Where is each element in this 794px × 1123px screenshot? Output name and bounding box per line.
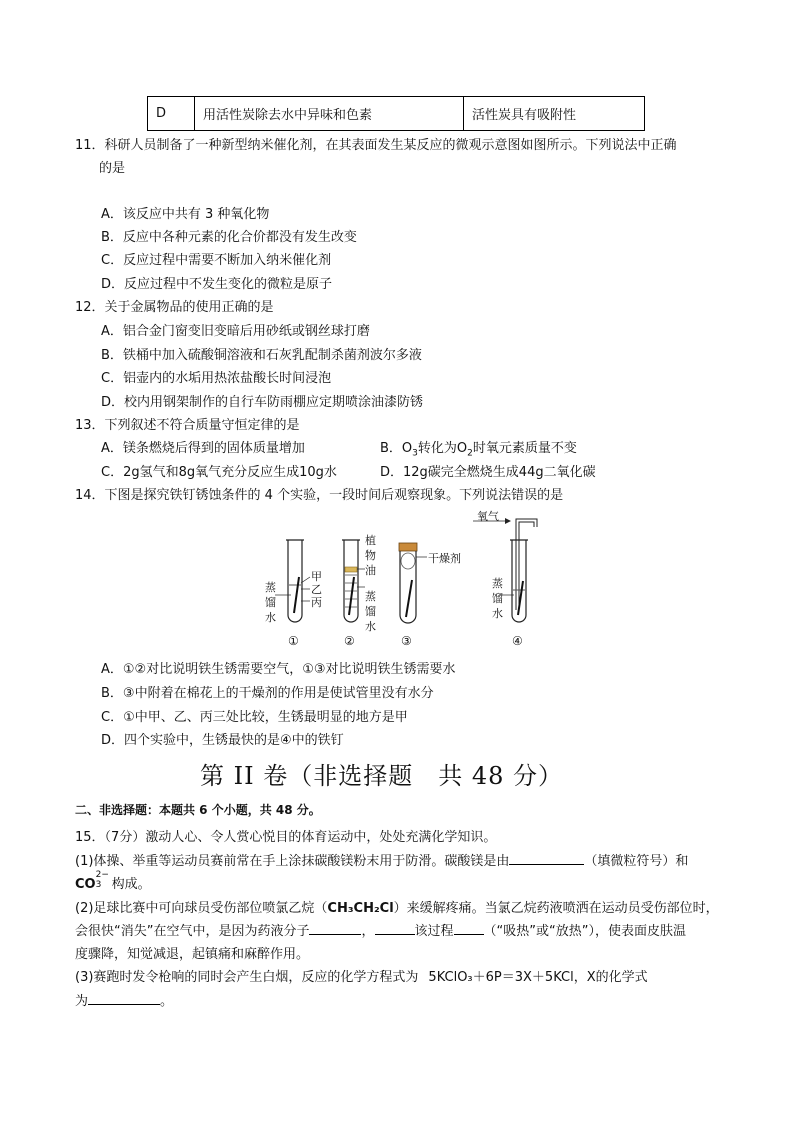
distilled-water-1-char-2: 馏 — [265, 596, 276, 609]
table-row — [148, 97, 645, 131]
q14-option-a: A．①②对比说明铁生锈需要空气，①③对比说明铁生锈需要水 — [101, 662, 456, 677]
q15-p2-l2-d: （“吸热”或“放热”），使表面皮肤温 — [483, 924, 686, 939]
table-cell-letter: D — [148, 97, 195, 131]
q15-p1-ion-sub: 3 — [95, 880, 102, 890]
table-cell-method: 用活性炭除去水中异味和色素 — [195, 97, 464, 131]
tube-number-2: ② — [344, 634, 355, 648]
q11-option-a: A．该反应中共有 3 种氧化物 — [101, 207, 270, 222]
q14-stem: 14．下图是探究铁钉锈蚀条件的 4 个实验，一段时间后观察现象。下列说法错误的是 — [75, 488, 564, 503]
tube-number-1: ① — [288, 634, 299, 648]
q13-option-d: D．12g碳完全燃烧生成44g二氧化碳 — [380, 465, 596, 480]
q15-p2-l2-c: 该过程 — [414, 924, 454, 939]
q12-stem: 12．关于金属物品的使用正确的是 — [75, 300, 274, 315]
plant-oil-char-3: 油 — [365, 564, 376, 577]
q12-option-b: B．铁桶中加入硫酸铜溶液和石灰乳配制杀菌剂波尔多液 — [101, 348, 422, 363]
q14-option-d: D．四个实验中，生锈最快的是④中的铁钉 — [101, 733, 344, 748]
q15-stem: 15．（7分）激动人心、令人赏心悦目的体育运动中，处处充满化学知识。 — [75, 830, 497, 845]
q15-p2-l2-a: 会很快“消失”在空气中，是因为药液分子 — [75, 924, 310, 939]
q13-b-sub1: 3 — [412, 448, 418, 459]
q15-p3-line2-text: 为 — [75, 994, 89, 1009]
q15-p2-l2-b: ， — [361, 924, 375, 939]
oxygen-label: 氧气 — [477, 510, 499, 523]
q15-blank-4[interactable] — [454, 922, 484, 935]
label-bing: 丙 — [311, 596, 322, 609]
q13-b-mid: 转化为O — [417, 441, 468, 456]
q15-p1-ion: CO — [75, 877, 96, 892]
distilled-water-1-char-1: 蒸 — [265, 581, 276, 594]
q13-b-pre: B．O — [380, 441, 413, 456]
distilled-water-4-char-1: 蒸 — [492, 577, 503, 590]
tube-number-3: ③ — [401, 634, 412, 648]
label-yi: 乙 — [311, 583, 322, 596]
tube-number-4: ④ — [512, 634, 523, 648]
test-tube-3 — [399, 543, 427, 623]
q15-p3-text-a: (3)赛跑时发令枪响的同时会产生白烟，反应的化学方程式为 — [75, 970, 419, 985]
q15-p2-formula: CH₃CH₂Cl — [327, 901, 394, 916]
distilled-water-1-char-3: 水 — [265, 611, 276, 624]
distilled-water-4-char-3: 水 — [492, 607, 503, 620]
q11-option-b: B．反应中各种元素的化合价都没有发生改变 — [101, 230, 357, 245]
q14-option-c: C．①中甲、乙、丙三处比较，生锈最明显的地方是甲 — [101, 710, 408, 725]
q15-part2-line3: 度骤降，知觉减退，起镇痛和麻醉作用。 — [75, 947, 310, 962]
plant-oil-char-2: 物 — [365, 549, 376, 562]
q11-stem-line2: 的是 — [99, 161, 126, 176]
q15-p1-text-a: (1)体操、举重等运动员赛前常在手上涂抹碳酸镁粉末用于防滑。碳酸镁是由 — [75, 854, 510, 869]
q15-p2-text-b: ）来缓解疼痛。当氯乙烷药液喷洒在运动员受伤部位时， — [393, 901, 719, 916]
distilled-water-2-char-3: 水 — [365, 620, 376, 633]
desiccant-label: 干燥剂 — [428, 552, 461, 565]
test-tubes-diagram — [255, 505, 555, 655]
test-tube-1 — [275, 540, 310, 622]
q15-p3-equation: 5KClO₃＋6P＝3X＋5KCl — [428, 970, 574, 985]
q13-option-c: C．2g氢气和8g氧气充分反应生成10g水 — [101, 465, 337, 480]
q13-b-sub2: 2 — [467, 448, 473, 459]
q13-b-post: 时氧元素质量不变 — [472, 441, 577, 456]
q15-part2-line2 — [75, 920, 686, 939]
q15-blank-3[interactable] — [375, 922, 415, 935]
q15-p2-text-a: (2)足球比赛中可向球员受伤部位喷氯乙烷（ — [75, 901, 328, 916]
q13-option-b — [380, 437, 577, 459]
q15-blank-1[interactable] — [509, 852, 584, 865]
q15-p3-text-b: ，X的化学式 — [573, 970, 648, 985]
test-tube-2 — [342, 540, 365, 622]
rust-experiment-figure — [255, 505, 555, 655]
label-jia: 甲 — [311, 570, 322, 583]
q15-p3-end: 。 — [160, 994, 174, 1009]
q15-part3-line2 — [75, 990, 173, 1009]
section-intro: 二、非选择题：本题共 6 个小题，共 48 分。 — [75, 803, 321, 817]
q12-option-a: A．铝合金门窗变旧变暗后用砂纸或钢丝球打磨 — [101, 324, 370, 339]
q12-option-c: C．铝壶内的水垢用热浓盐酸长时间浸泡 — [101, 371, 332, 386]
q15-part2-line1 — [75, 897, 719, 916]
q11-stem-line1: 11．科研人员制备了一种新型纳米催化剂，在其表面发生某反应的微观示意图如图所示。下列说法中正确 — [75, 138, 677, 153]
q15-part3-line1 — [75, 966, 648, 985]
q11-option-d: D．反应过程中不发生变化的微粒是原子 — [101, 277, 333, 292]
answer-table — [147, 96, 645, 131]
test-tube-4 — [473, 518, 537, 622]
q13-stem: 13．下列叙述不符合质量守恒定律的是 — [75, 418, 300, 433]
q15-p1-ion-charge: 2− — [95, 870, 109, 880]
q15-blank-5[interactable] — [88, 992, 160, 1005]
q15-p1-tail: 构成。 — [111, 877, 151, 892]
q13-option-a: A．镁条燃烧后得到的固体质量增加 — [101, 441, 305, 456]
distilled-water-2-char-1: 蒸 — [365, 590, 376, 603]
q15-part1-line1 — [75, 850, 688, 869]
q14-option-b: B．③中附着在棉花上的干燥剂的作用是使试管里没有水分 — [101, 686, 434, 701]
distilled-water-2-char-2: 馏 — [365, 605, 376, 618]
q11-option-c: C．反应过程中需要不断加入纳米催化剂 — [101, 253, 332, 268]
table-cell-reason: 活性炭具有吸附性 — [464, 97, 645, 131]
section-title: 第 II 卷（非选择题 共 48 分） — [200, 762, 564, 790]
distilled-water-4-char-2: 馏 — [492, 592, 503, 605]
q15-blank-2[interactable] — [309, 922, 361, 935]
q15-p1-ion-script — [95, 870, 112, 890]
plant-oil-char-1: 植 — [365, 534, 376, 547]
q15-p1-text-b: （填微粒符号）和 — [584, 854, 689, 869]
q12-option-d: D．校内用钢架制作的自行车防雨棚应定期喷涂油漆防锈 — [101, 395, 424, 410]
q15-part1-line2 — [75, 870, 151, 892]
